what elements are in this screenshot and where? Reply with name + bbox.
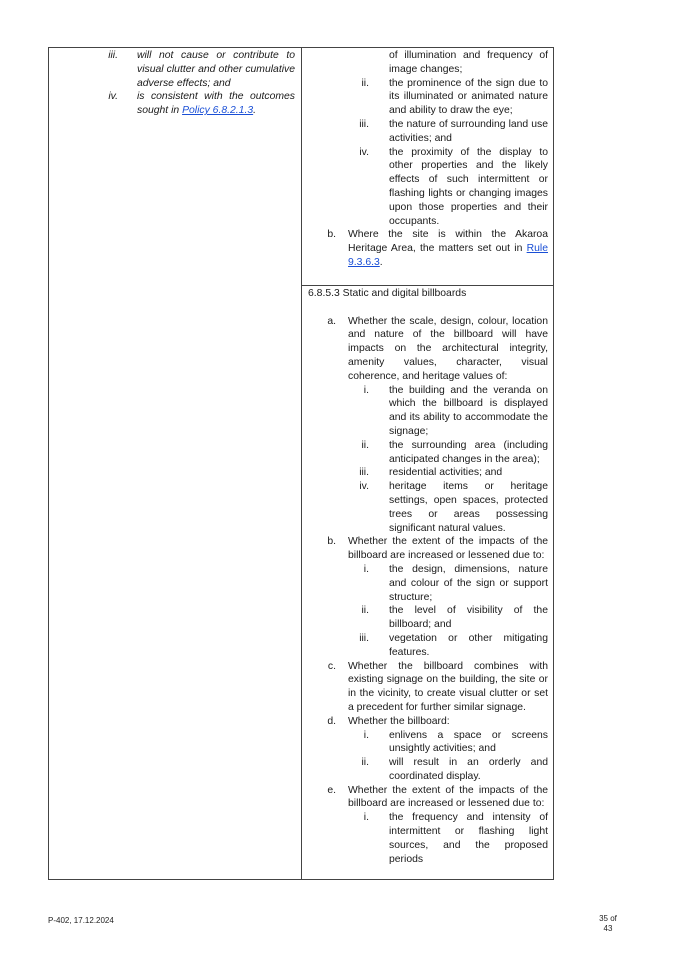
- list-text: the proximity of the display to other properties and the likely effects of such intermittent or flashing lights or changing images upon those properties and their occupants.: [389, 146, 548, 227]
- rule-link[interactable]: Rule 9.3.6.3: [348, 243, 548, 268]
- list-letter: e.: [327, 784, 336, 796]
- list-item: [49, 49, 301, 90]
- page-number: [587, 914, 629, 933]
- list-numeral: iii.: [108, 50, 118, 61]
- list-item: [302, 535, 555, 563]
- list-numeral: i.: [363, 563, 369, 575]
- list-text: Whether the extent of the impacts of the billboard are increased or lessened due to:: [348, 536, 548, 562]
- list-item: [302, 715, 555, 729]
- list-letter: a.: [327, 315, 336, 327]
- list-text: the nature of surrounding land use activities; and: [389, 118, 548, 144]
- list-letter: b.: [327, 536, 336, 548]
- document-table: [48, 47, 554, 880]
- list-numeral: i.: [363, 812, 369, 824]
- right-top-cell: [302, 49, 555, 270]
- list-text: of illumination and frequency of image changes;: [389, 50, 548, 75]
- list-text: Whether the scale, design, colour, location and nature of the billboard will have impacts on the architectural integrity, amenity values, character, visual coherence, and heritage values of:: [348, 315, 548, 382]
- list-item: [302, 784, 555, 812]
- page-current: 35 of: [599, 914, 617, 923]
- list-item: [302, 632, 555, 660]
- text-fragment: Where the site is within the Akaroa Heritage Area, the matters set out in: [348, 229, 548, 255]
- list-item: [302, 384, 555, 439]
- list-text: vegetation or other mitigating features.: [389, 632, 548, 658]
- page-total: 43: [603, 923, 613, 933]
- list-text: the building and the veranda on which the billboard is displayed and its ability to accommodate the signage;: [389, 384, 548, 437]
- text-fragment: is consistent with the outcomes sought in: [137, 91, 295, 117]
- list-numeral: ii.: [361, 439, 369, 451]
- list-numeral: iv.: [108, 91, 118, 103]
- document-reference: P-402, 17.12.2024: [48, 916, 114, 925]
- list-text: residential activities; and: [389, 467, 503, 479]
- right-bottom-cell: [302, 287, 555, 866]
- list-numeral: ii.: [361, 77, 369, 89]
- list-item: [302, 466, 555, 480]
- list-text: the surrounding area (including anticipated changes in the area);: [389, 439, 548, 465]
- text-fragment: .: [253, 105, 256, 117]
- list-item: [302, 729, 555, 757]
- list-text: [137, 90, 295, 118]
- list-numeral: iv.: [359, 146, 369, 158]
- section-heading: 6.8.5.3 Static and digital billboards: [308, 288, 467, 299]
- list-text: the design, dimensions, nature and colour of the sign or support structure;: [389, 563, 548, 603]
- list-text: will result in an orderly and coordinated display.: [389, 757, 548, 782]
- list-item: [302, 118, 555, 146]
- list-text: the level of visibility of the billboard; and: [389, 605, 548, 631]
- list-text: Whether the billboard combines with existing signage on the building, the site or in the vicinity, to create visual clutter or set a precedent for further similar signage.: [348, 660, 548, 713]
- list-numeral: iii.: [359, 632, 369, 644]
- list-text: enlivens a space or screens unsightly activities; and: [389, 729, 548, 755]
- list-item: [302, 563, 555, 604]
- list-item: [302, 480, 555, 535]
- policy-link[interactable]: Policy 6.8.2.1.3: [182, 105, 254, 117]
- left-cell: [49, 49, 301, 118]
- row-divider: [301, 285, 553, 286]
- list-item: [302, 439, 555, 467]
- list-item: [302, 756, 555, 784]
- list-numeral: iv.: [359, 481, 369, 493]
- list-text: the frequency and intensity of intermittent or flashing light sources, and the proposed periods: [389, 812, 548, 865]
- list-letter: d.: [327, 715, 336, 727]
- list-numeral: ii.: [361, 757, 369, 769]
- list-letter: c.: [327, 660, 336, 672]
- text-fragment: .: [379, 256, 383, 268]
- list-numeral: iii.: [359, 467, 369, 479]
- list-item: [302, 49, 555, 77]
- list-item: [302, 315, 555, 384]
- list-numeral: ii.: [361, 605, 369, 617]
- list-text: the prominence of the sign due to its illuminated or animated nature and ability to draw the eye;: [389, 77, 548, 117]
- list-text: Whether the billboard:: [348, 715, 450, 727]
- list-item: [302, 811, 555, 866]
- list-numeral: iii.: [359, 118, 369, 130]
- list-item: [302, 77, 555, 118]
- list-text: heritage items or heritage settings, open spaces, protected trees or areas possessing significant natural values.: [389, 481, 548, 534]
- list-text: Whether the extent of the impacts of the billboard are increased or lessened due to:: [348, 784, 548, 810]
- list-item: [302, 604, 555, 632]
- list-text: will not cause or contribute to visual clutter and other cumulative adverse effects; and: [137, 50, 295, 89]
- list-numeral: i.: [363, 384, 369, 396]
- list-item: [302, 228, 555, 269]
- list-item: [302, 660, 555, 715]
- list-numeral: i.: [363, 729, 369, 741]
- list-item: [302, 146, 555, 229]
- list-letter: b.: [327, 229, 336, 241]
- list-item: [49, 90, 301, 118]
- list-text: [348, 228, 548, 269]
